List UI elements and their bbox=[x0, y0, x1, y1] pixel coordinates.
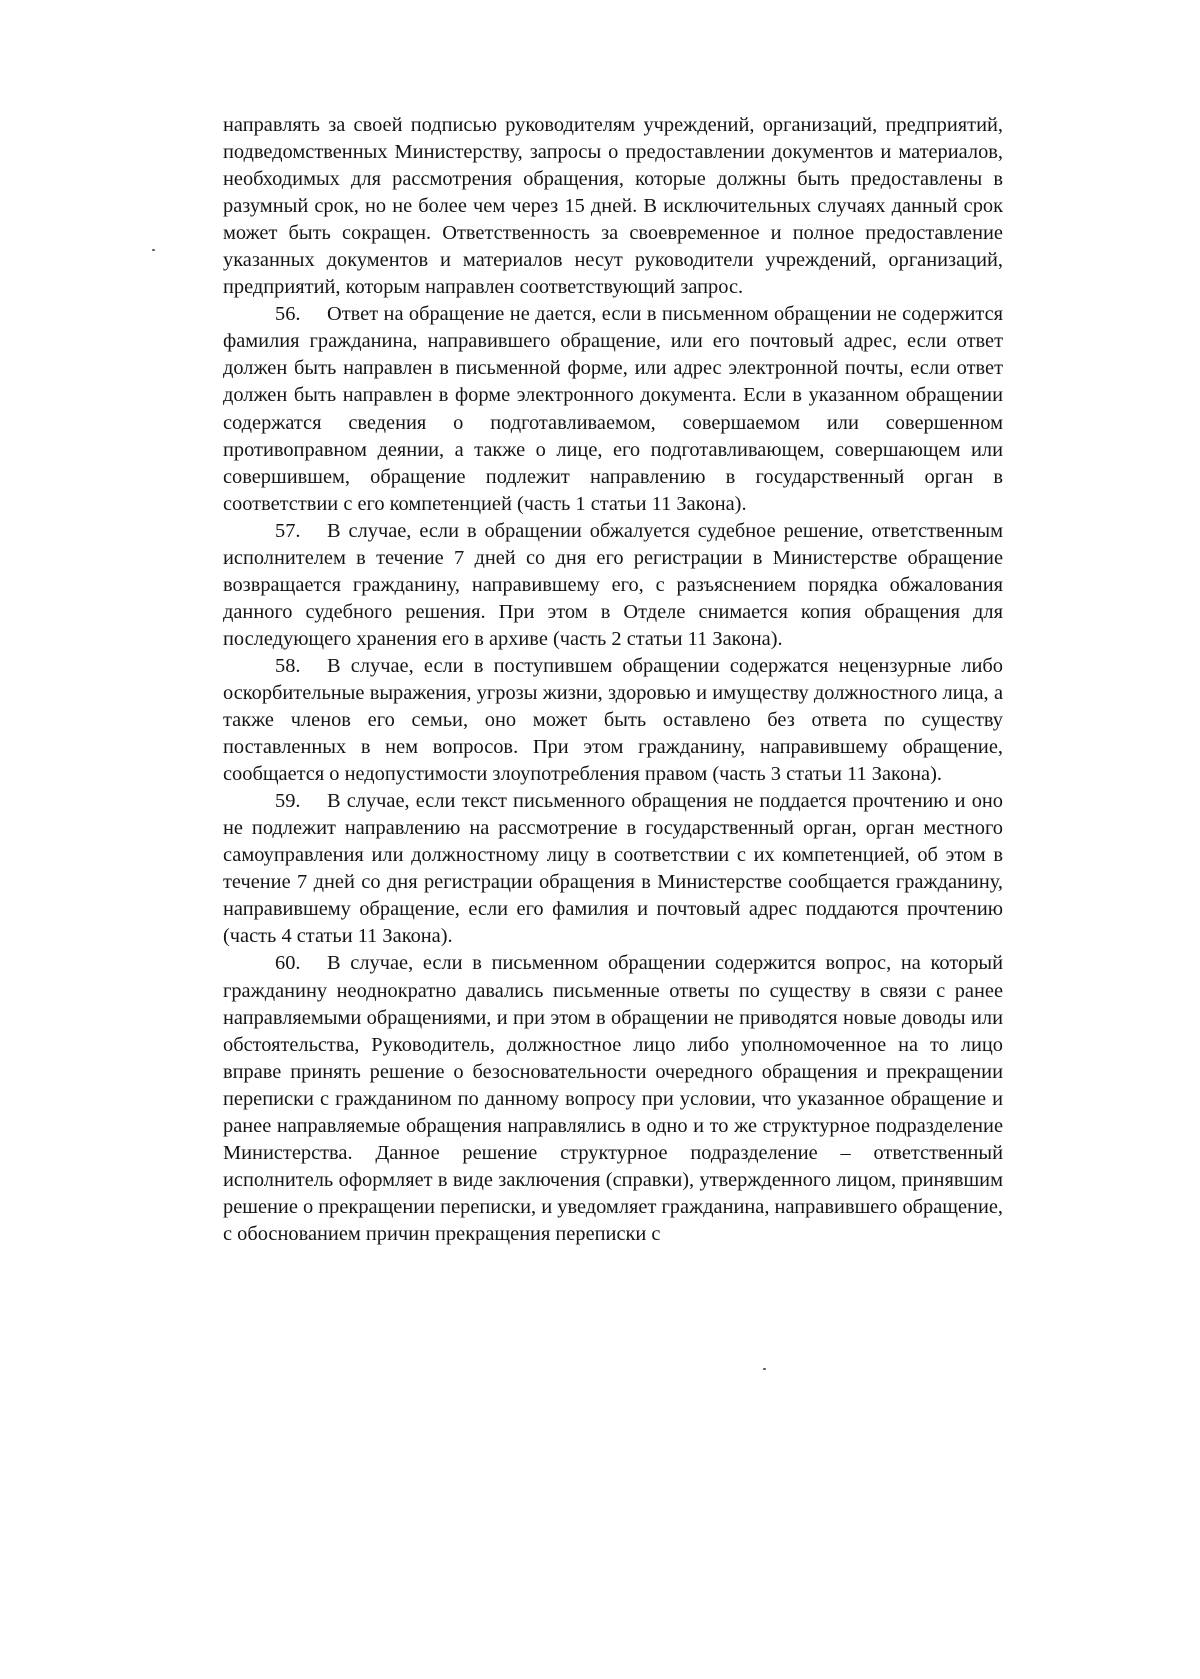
document-body bbox=[223, 112, 1003, 1248]
paragraph-60 bbox=[223, 950, 1003, 1248]
paragraph-number: 60. bbox=[275, 952, 301, 975]
paragraph-text: В случае, если текст письменного обращения не поддается прочтению и оно не подлежит направлению на рассмотрение в государственный орган, орган местного самоуправления или должностному лицу в соответствии с их компетенцией, об этом в течение 7 дней со дня регистрации обращения в Министерстве сообщается гражданину, направившему обращение, если его фамилия и почтовый адрес поддаются прочтению (часть 4 статьи 11 Закона). bbox=[223, 790, 1003, 948]
paragraph-continuation: направлять за своей подписью руководителям учреждений, организаций, предприятий, подведомственных Министерству, запросы о предоставлении документов и материалов, необходимых для рассмотрения обращения, которые должны быть предоставлены в разумный срок, но не более чем через 15 дней. В исключительных случаях данный срок может быть сокращен. Ответственность за своевременное и полное предоставление указанных документов и материалов несут руководители учреждений, организаций, предприятий, которым направлен соответствующий запрос. bbox=[223, 114, 1003, 299]
paragraph-text: Ответ на обращение не дается, если в письменном обращении не содержится фамилия гражданина, направившего обращение, или его почтовый адрес, если ответ должен быть направлен в письменной форме, или адрес электронной почты, если ответ должен быть направлен в форме электронного документа. Если в указанном обращении содержатся сведения о подготавливаемом, совершаемом или совершенном противоправном деянии, а также о лице, его подготавливающем, совершающем или совершившем, обращение подлежит направлению в государственный орган в соответствии с его компетенцией (часть 1 статьи 11 Закона). bbox=[223, 303, 1003, 515]
paragraph-text: В случае, если в поступившем обращении содержатся нецензурные либо оскорбительные выражения, угрозы жизни, здоровью и имуществу должностного лица, а также членов его семьи, оно может быть оставлено без ответа по существу поставленных в нем вопросов. При этом гражданину, направившему обращение, сообщается о недопустимости злоупотребления правом (часть 3 статьи 11 Закона). bbox=[223, 654, 1003, 786]
paragraph-57 bbox=[223, 518, 1003, 653]
paragraph-56 bbox=[223, 301, 1003, 517]
paragraph-number: 59. bbox=[275, 790, 301, 813]
paragraph-58 bbox=[223, 653, 1003, 788]
paragraph-59 bbox=[223, 788, 1003, 950]
scan-speck bbox=[152, 249, 155, 251]
paragraph-text: В случае, если в обращении обжалуется судебное решение, ответственным исполнителем в течение 7 дней со дня его регистрации в Министерстве обращение возвращается гражданину, направившему его, с разъяснением порядка обжалования данного судебного решения. При этом в Отделе снимается копия обращения для последующего хранения его в архиве (часть 2 статьи 11 Закона). bbox=[223, 519, 1003, 650]
paragraph-text: В случае, если в письменном обращении содержится вопрос, на который гражданину неоднократно давались письменные ответы по существу в связи с ранее направляемыми обращениями, и при этом в обращении не приводятся новые доводы или обстоятельства, Руководитель, должностное лицо либо уполномоченное на то лицо вправе принять решение о безосновательности очередного обращения и прекращении переписки с гражданином по данному вопросу при условии, что указанное обращение и ранее направляемые обращения направлялись в одно и то же структурное подразделение Министерства. Данное решение структурное подразделение – ответственный исполнитель оформляет в виде заключения (справки), утвержденного лицом, принявшим решение о прекращении переписки, и уведомляет гражданина, направившего обращение, с обоснованием причин прекращения переписки с bbox=[223, 952, 1004, 1245]
scan-speck bbox=[763, 1368, 766, 1370]
paragraph-number: 56. bbox=[275, 303, 301, 326]
paragraph-number: 58. bbox=[275, 654, 301, 677]
paragraph-number: 57. bbox=[275, 519, 301, 542]
